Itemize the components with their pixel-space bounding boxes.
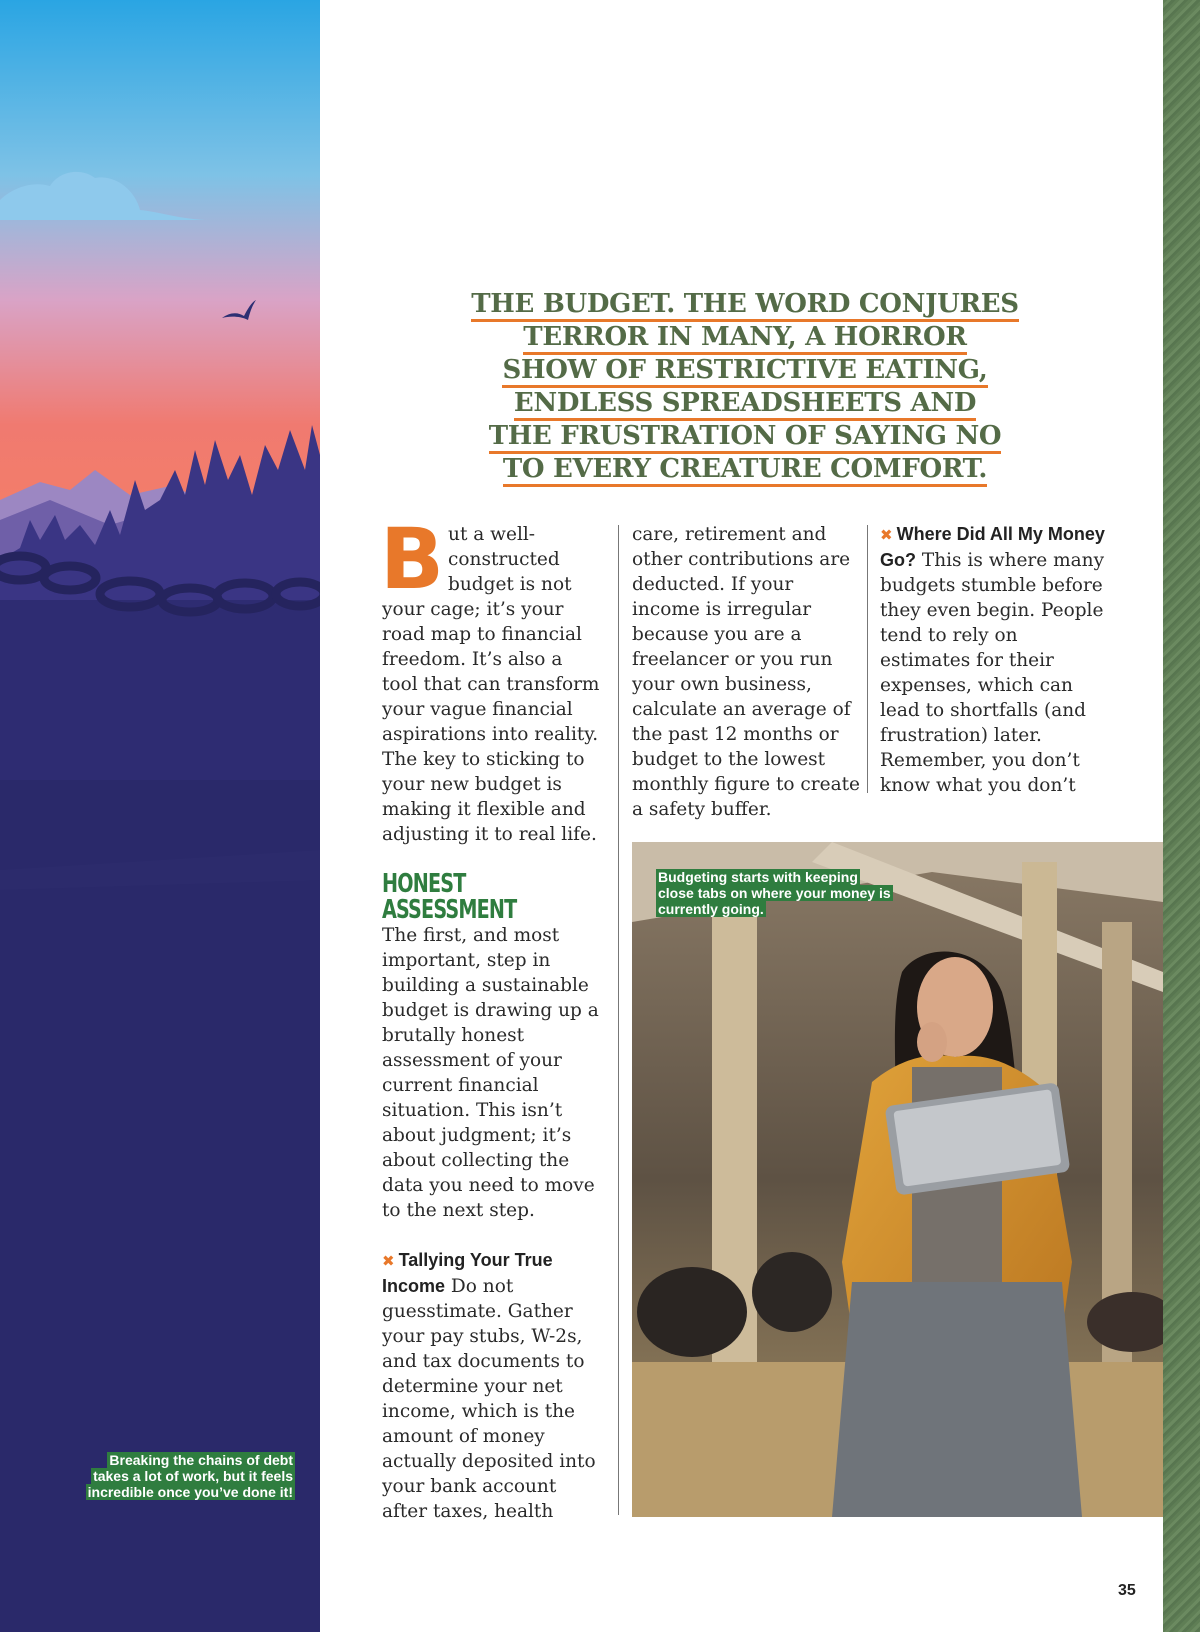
green-texture-strip [1163,0,1200,1632]
article-column-1 [380,510,602,1524]
pull-quote-line: THE BUDGET. THE WORD CONJURES [470,288,1020,321]
drop-cap: B [380,510,445,608]
pull-quote-line: ENDLESS SPREADSHEETS AND [470,387,1020,420]
page-number: 35 [1118,1582,1136,1599]
section-heading: HONEST ASSESSMENT [382,869,517,925]
farmer-photo [632,842,1163,1517]
photo-caption: Budgeting starts with keeping close tabs on where your money is currently going. [658,869,891,917]
bullet-paragraph-money: ✖ Where Did All My Money Go? This is where many budgets stumble before they even begin. People tend to rely on estimates for their expenses, which can lead to shortfalls (and frustration) later. Remember, you don’t know what you don’t [880,524,1105,796]
woman-with-tablet-in-barn-image [632,842,1163,1517]
x-bullet-icon: ✖ [880,526,893,544]
pull-quote-line: TO EVERY CREATURE COMFORT. [470,453,1020,486]
left-caption: Breaking the chains of debt takes a lot of work, but it feels incredible once you’ve done it! [87,1452,293,1500]
bullet-paragraph-income: ✖ Tallying Your True Income Do not guesstimate. Gather your pay stubs, W-2s, and tax documents to determine your net income, which is the amount of money actually deposited into your bank account after taxes, health [382,1250,596,1522]
article-column-3 [880,522,1105,798]
pull-quote-line: SHOW OF RESTRICTIVE EATING, [470,354,1020,387]
bullet-title: Tallying Your True Income [382,1250,553,1296]
continued-paragraph: care, retirement and other contributions are deducted. If your income is irregular because you are a freelancer or you run your own business, calculate an average of the past 12 months or budget to the lowest monthly figure to create a safety buffer. [632,524,860,820]
pull-quote [470,288,1020,486]
pull-quote-line: TERROR IN MANY, A HORROR [470,321,1020,354]
bullet-title: Where Did All My Money Go? [880,524,1105,570]
article-column-2 [632,522,862,822]
section-paragraph: The first, and most important, step in building a sustainable budget is drawing up a brutally honest assessment of your current financial situation. This isn’t about judgment; it’s about collecting the data you need to move to the next step. [382,925,599,1221]
x-bullet-icon: ✖ [382,1252,395,1270]
sunset-forest-illustration [0,0,320,1632]
left-illustration-panel [0,0,320,1632]
column-divider [618,525,619,1515]
pull-quote-line: THE FRUSTRATION OF SAYING NO [470,420,1020,453]
column-divider [867,525,868,793]
intro-paragraph: But a well-constructed budget is not your cage; it’s your road map to financial freedom. It’s also a tool that can transform your vague financial aspirations into reality. The key to sticking to your new budget is making it flexible and adjusting it to real life. [380,510,600,845]
